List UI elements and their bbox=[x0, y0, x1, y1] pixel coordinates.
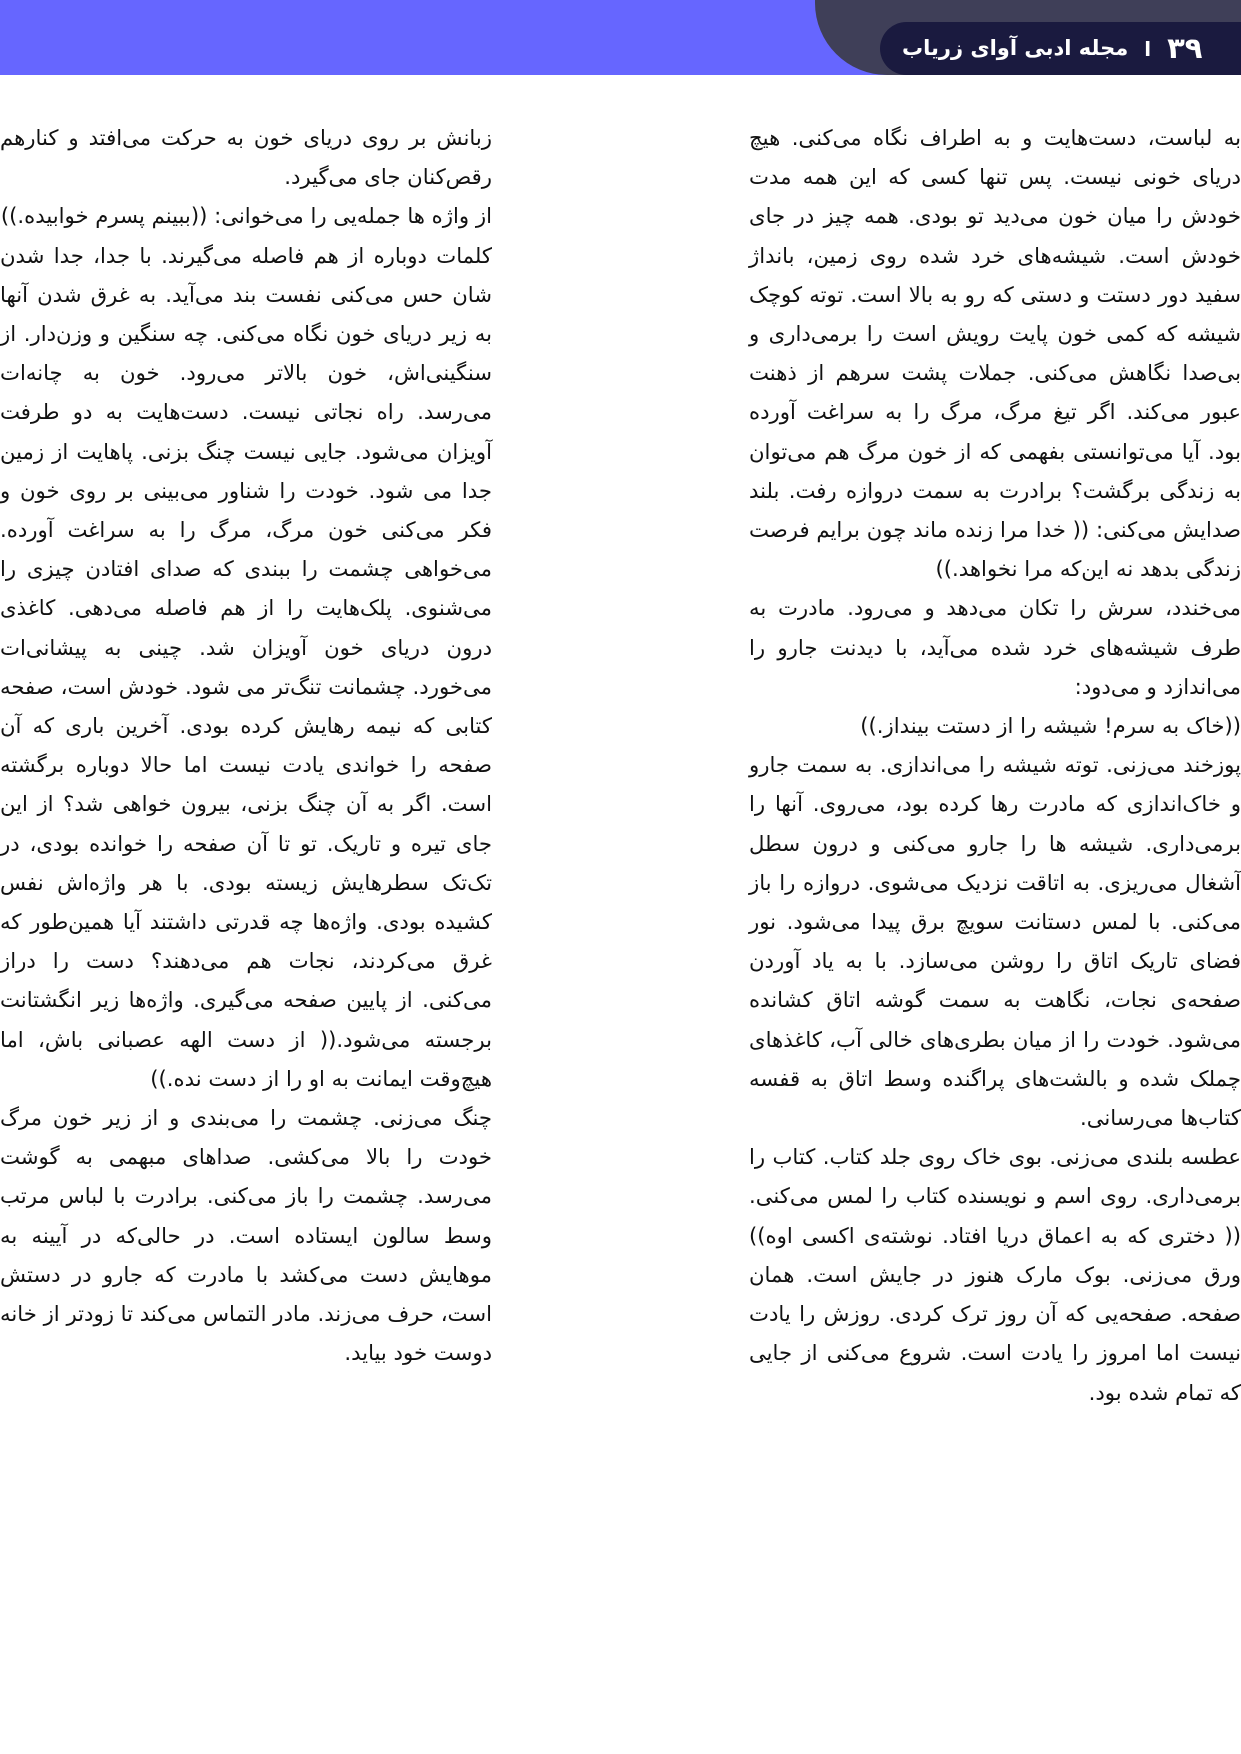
paragraph: به لباست، دست‌هایت و به اطراف نگاه می‌کنی. هیچ دریای خونی نیست. پس تنها کسی که این همه مدت خودش را میان خون می‌دید تو بودی. همه چیز در جای خودش است. شیشه‌های خرد شده روی زمین، بانداژ سفید دور دستت و دستی که رو به بالا است. توته کوچک شیشه که کمی خون پایت رویش است را برمی‌داری و بی‌صدا نگاهش می‌کنی. جملات پشت سرهم از ذهنت عبور می‌کند. اگر تیغ مرگ، مرگ را به سراغت آورده بود. آیا می‌توانستی بفهمی که از خون مرگ هم می‌توان به زندگی برگشت؟ برادرت به سمت دروازه رفت. بلند صدایش می‌کنی: (( خدا مرا زنده ماند چون برایم فرصت زندگی بدهد نه این‌که مرا نخواهد.)) bbox=[749, 125, 1241, 582]
paragraph: زبانش بر روی دریای خون به حرکت می‌افتد و کنارهم رقص‌کنان جای می‌گیرد. bbox=[0, 125, 492, 190]
page-number: ۳۹ bbox=[1167, 31, 1203, 65]
paragraph: چنگ می‌زنی. چشمت را می‌بندی و از زیر خون مرگ خودت را بالا می‌کشی. صداهای مبهمی به گوشت می‌رسد. چشمت را باز می‌کنی. برادرت با لباس مرتب وسط سالون ایستاده است. در حالی‌که در آیینه به موهایش دست می‌کشد با مادرت که جارو در دستش است، حرف می‌زند. مادر التماس می‌کند تا زودتر از خانه دوست خود بیاید. bbox=[0, 1105, 492, 1366]
paragraph: از واژه ها جمله‌یی را می‌خوانی: ((ببینم پسرم خوابیده.)) bbox=[0, 203, 492, 229]
paragraph: می‌خندد، سرش را تکان می‌دهد و می‌رود. مادرت به طرف شیشه‌های خرد شده می‌آید، با دیدنت جارو را می‌اندازد و می‌دود: bbox=[749, 595, 1241, 699]
magazine-title: مجله ادبی آوای زریاب bbox=[902, 36, 1129, 60]
paragraph: عطسه بلندی می‌زنی. بوی خاک روی جلد کتاب. کتاب را برمی‌داری. روی اسم و نویسنده کتاب را لمس می‌کنی.(( دختری که به اعماق دریا افتاد. نوشته‌ی اکسی اوه)) ورق می‌زنی. بوک مارک هنوز در جایش است. همان صفحه. صفحه‌یی که آن روز ترک کردی. روزش را یادت نیست اما امروز را یادت است. شروع می‌کنی از جایی که تمام شده بود. bbox=[749, 1144, 1241, 1405]
header-separator: ا bbox=[1144, 36, 1152, 61]
page-header bbox=[0, 0, 1241, 78]
text-column-right bbox=[0, 118, 492, 1678]
text-column-left bbox=[749, 118, 1241, 1678]
page-content bbox=[0, 118, 1241, 1678]
paragraph: ((خاک به سرم! شیشه را از دستت بینداز.)) bbox=[860, 713, 1241, 739]
paragraph: پوزخند می‌زنی. توته شیشه را می‌اندازی. به سمت جارو و خاک‌اندازی که مادرت رها کرده بود، می‌روی. آنها را برمی‌داری. شیشه ها را جارو می‌کنی و درون سطل آشغال می‌ریزی. به اتاقت نزدیک می‌شوی. دروازه را باز می‌کنی. با لمس دستانت سویچ برق پیدا می‌شود. نور فضای تاریک اتاق را روشن می‌سازد. با به یاد آوردن صفحه‌ی نجات، نگاهت به سمت گوشه اتاق کشانده می‌شود. خودت را از میان بطری‌های خالی آب، کاغذهای چملک شده و بالشت‌های پراگنده وسط اتاق به قفسه کتاب‌ها می‌رسانی. bbox=[749, 752, 1241, 1131]
paragraph: کلمات دوباره از هم فاصله می‌گیرند. با جدا، جدا شدن شان حس می‌کنی نفست بند می‌آید. به غرق شدن آنها به زیر دریای خون نگاه می‌کنی. چه سنگین و وزن‌دار. از سنگینی‌اش، خون بالاتر می‌رود. خون به چانه‌ات می‌رسد. راه نجاتی نیست. دست‌هایت به دو طرفت آویزان می‌شود. جایی نیست چنگ بزنی. پاهایت از زمین جدا می شود. خودت را شناور می‌بینی بر روی خون و فکر می‌کنی خون مرگ، مرگ را به سراغت آورده. می‌خواهی چشمت را ببندی که صدای افتادن چیزی را می‌شنوی. پلک‌هایت را از هم فاصله می‌دهی. کاغذی درون دریای خون آویزان شد. چینی به پیشانی‌ات می‌خورد. چشمانت تنگ‌تر می شود. خودش است، صفحه کتابی که نیمه رهایش کرده بودی. آخرین باری که آن صفحه را خواندی یادت نیست اما حالا دوباره برگشته است. اگر به آن چنگ بزنی، بیرون خواهی شد؟ از این جای تیره و تاریک. تو تا آن صفحه را خوانده بودی، در تک‌تک سطرهایش زیسته بودی. با هر واژه‌اش نفس کشیده بودی. واژه‌ها چه قدرتی داشتند آیا همین‌طور که غرق می‌کردند، نجات هم می‌دهند؟ دست را دراز می‌کنی. از پایین صفحه می‌گیری. واژه‌ها زیر انگشتانت برجسته می‌شود.(( از دست الهه عصبانی باش، اما هیچ‌وقت ایمانت به او را از دست نده.)) bbox=[0, 242, 492, 1091]
header-content bbox=[880, 22, 1241, 75]
header-title-pill bbox=[880, 22, 1241, 75]
